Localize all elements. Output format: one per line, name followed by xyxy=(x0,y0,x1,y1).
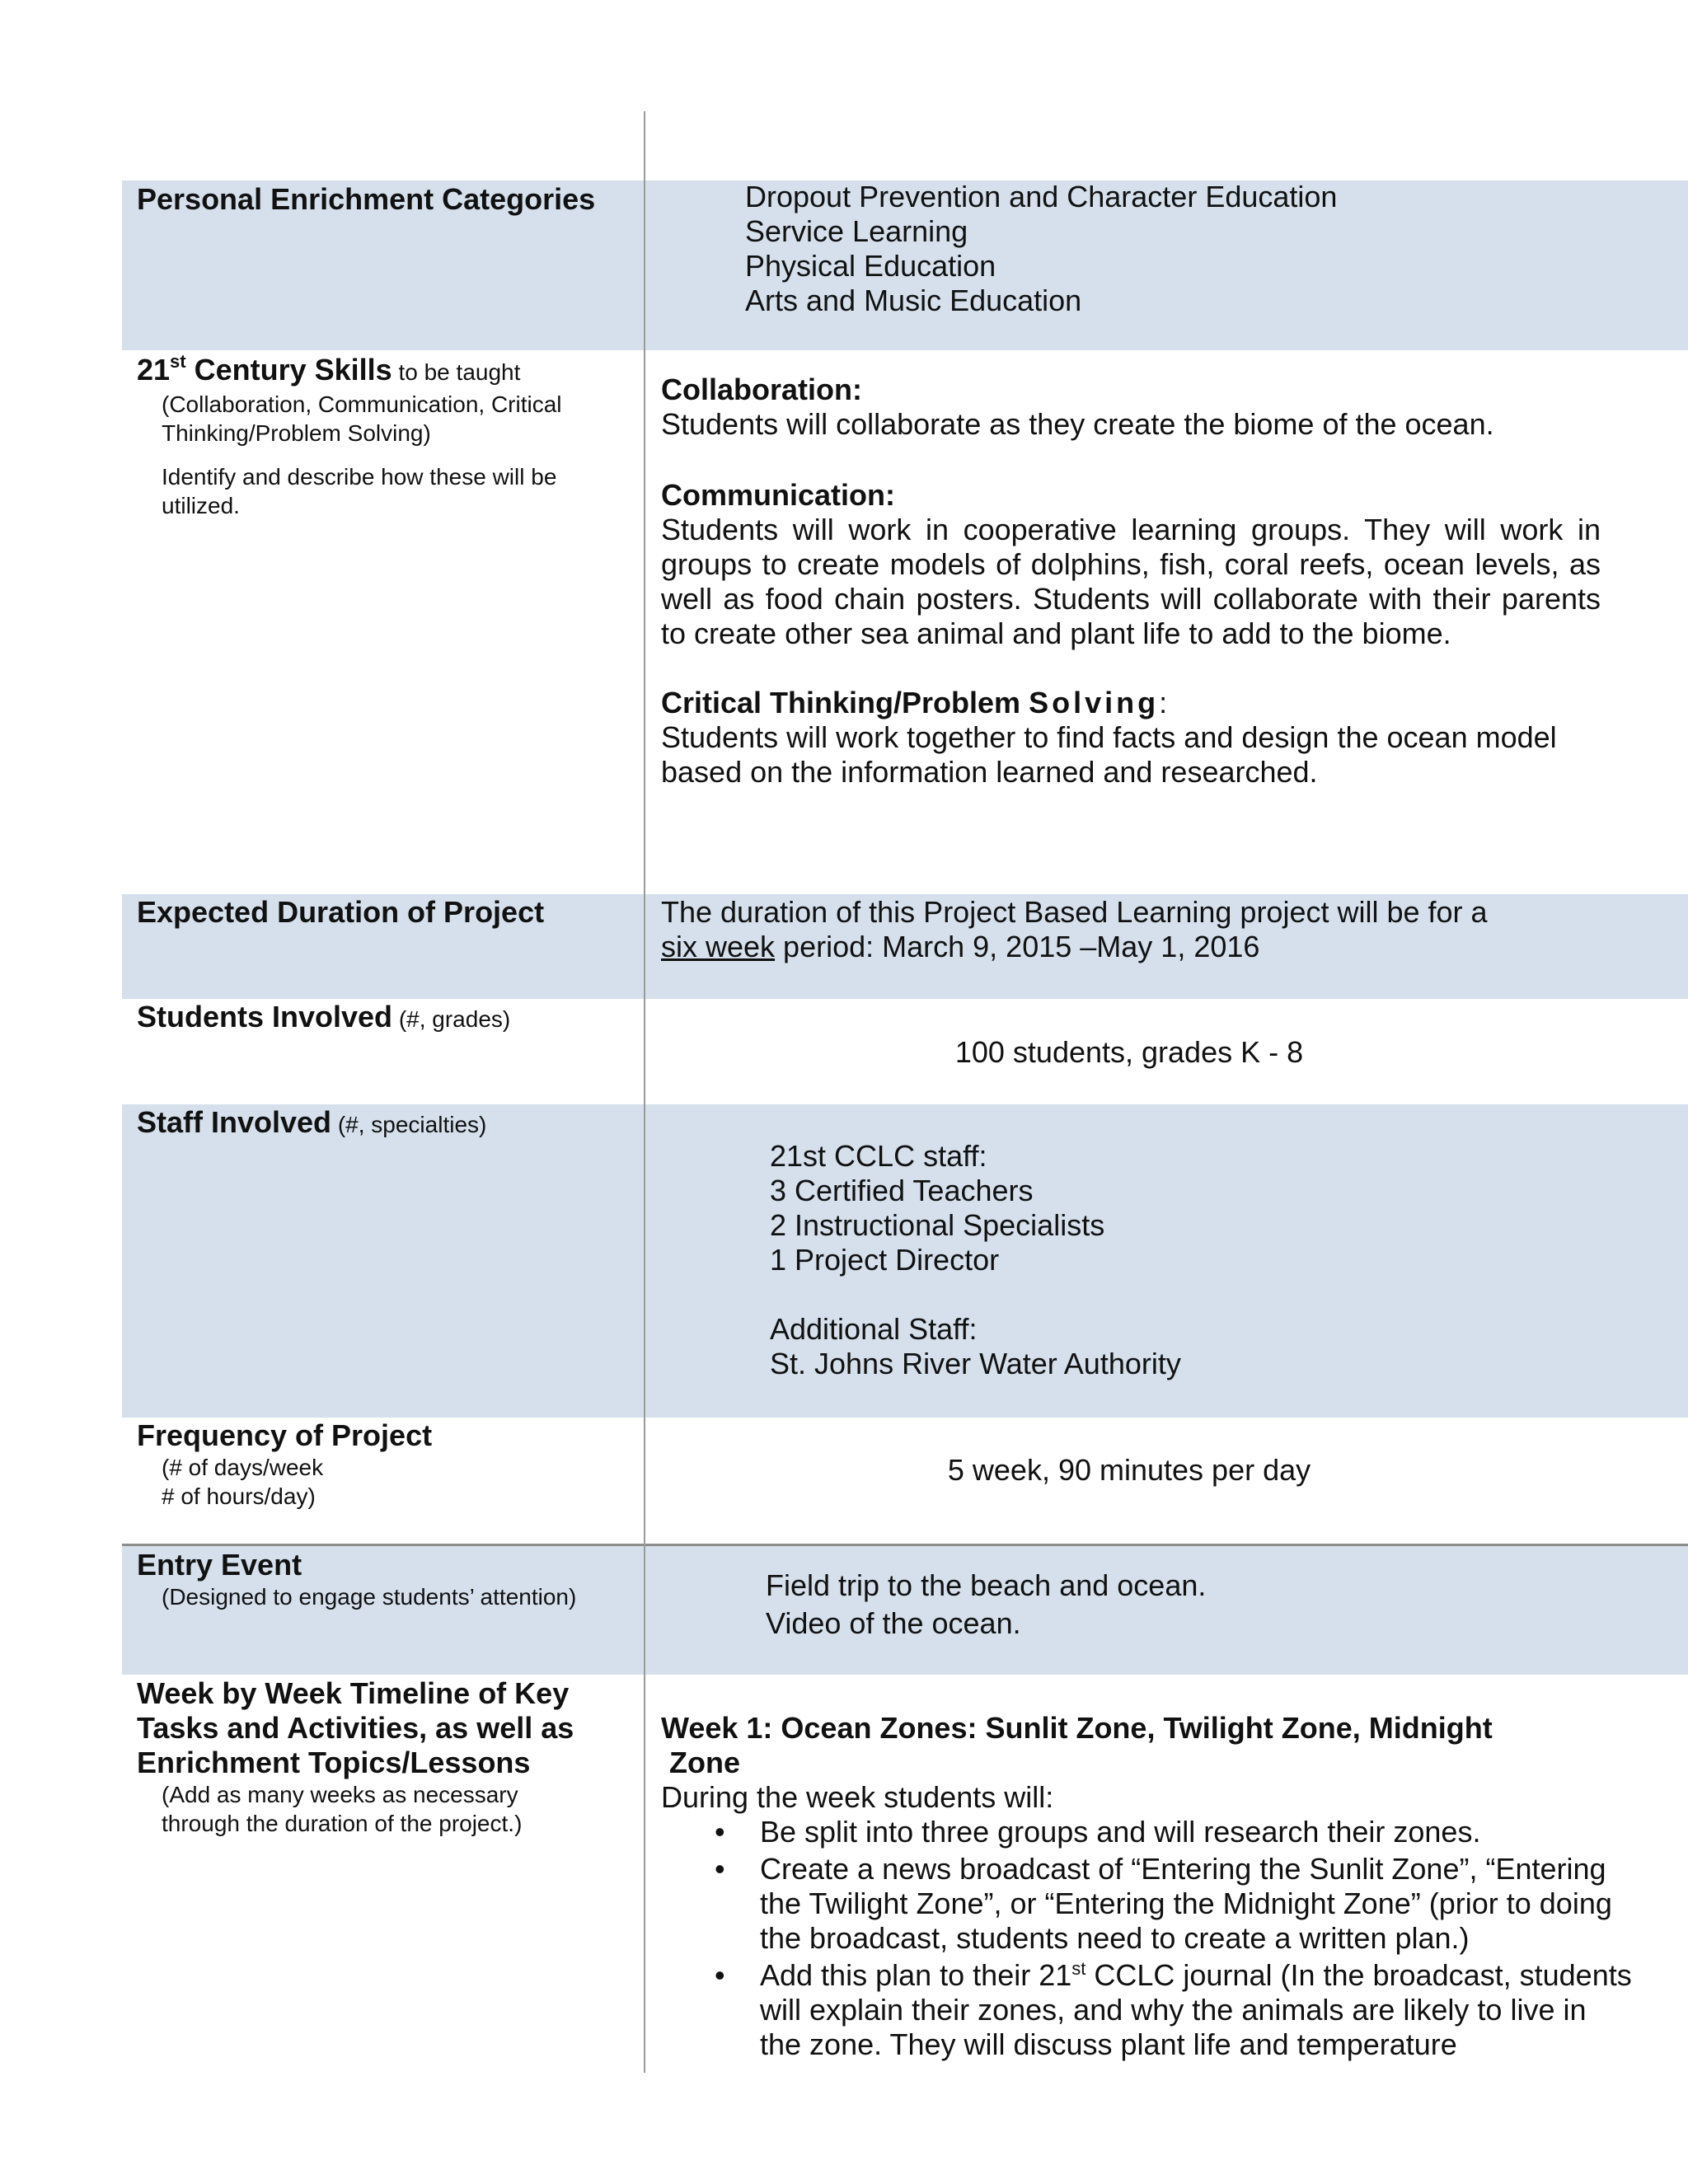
timeline-label: Week by Week Timeline of Key Tasks and Activities, as well as Enrichment Topics/Lessons (Add as many weeks as necessary through the duration of the project.) xyxy=(137,1676,623,1838)
week-intro: During the week students will: xyxy=(661,1780,1054,1814)
row-divider xyxy=(122,1544,1688,1546)
staff-line: 3 Certified Teachers xyxy=(770,1174,1034,1207)
enrichment-item: Physical Education xyxy=(745,249,996,283)
list-item: • Add this plan to their 21st CCLC journal (In the broadcast, students will explain their zones, and why the animals are likely to live in the zone. They will discuss plant life and temperature xyxy=(760,1958,1634,2062)
timeline-content xyxy=(661,1711,1634,2064)
frequency-title: Frequency of Project xyxy=(137,1418,433,1452)
staff-list xyxy=(770,1139,1181,1381)
skills-sub-line: (Collaboration, Communication, Critical xyxy=(162,391,562,417)
week-heading-cont: Zone xyxy=(669,1746,740,1779)
communication-text: Students will work in cooperative learning groups. They will work in groups to create models of dolphins, fish, coral reefs, ocean levels, as well as food chain posters. Students will collaborate with their parents to create other sea animal and plant life to add to the biome. xyxy=(661,513,1601,650)
students-value: 100 students, grades K - 8 xyxy=(954,1035,1304,1069)
entry-label: Entry Event (Designed to engage students’ attention) xyxy=(137,1548,631,1611)
students-title: Students Involved (#, grades) xyxy=(137,1000,511,1033)
staff-line: St. Johns River Water Authority xyxy=(770,1347,1181,1380)
entry-list: Field trip to the beach and ocean. Video of the ocean. xyxy=(766,1568,1207,1640)
frequency-value: 5 week, 90 minutes per day xyxy=(947,1453,1311,1487)
staff-line: 2 Instructional Specialists xyxy=(770,1208,1105,1242)
enrichment-title: Personal Enrichment Categories xyxy=(137,182,596,216)
enrichment-list xyxy=(745,180,1337,318)
enrichment-item: Arts and Music Education xyxy=(745,284,1082,317)
skills-content xyxy=(661,373,1601,790)
staff-line: 21st CCLC staff: xyxy=(770,1139,987,1173)
enrichment-item: Dropout Prevention and Character Education xyxy=(745,180,1338,213)
collaboration-heading: Collaboration: xyxy=(661,373,862,406)
list-item: • Be split into three groups and will research their zones. xyxy=(760,1815,1634,1849)
staff-line: Additional Staff: xyxy=(770,1312,978,1346)
critical-thinking-heading: Critical Thinking/Problem Solving: xyxy=(661,686,1168,719)
staff-title: Staff Involved (#, specialties) xyxy=(137,1105,487,1139)
collaboration-text: Students will collaborate as they create the biome of the ocean. xyxy=(661,407,1494,441)
duration-title: Expected Duration of Project xyxy=(137,895,545,929)
enrichment-item: Service Learning xyxy=(745,214,968,248)
skills-title: 21st Century Skills to be taught xyxy=(137,351,521,387)
communication-heading: Communication: xyxy=(661,478,895,512)
staff-line: 1 Project Director xyxy=(770,1243,1000,1277)
duration-text: The duration of this Project Based Learning project will be for a six week period: March 9, 2015 –May 1, 2016 xyxy=(661,895,1488,963)
skills-instruction: Identify and describe how these will be utilized. xyxy=(162,464,557,518)
skills-label xyxy=(137,353,631,520)
week-heading: Week 1: Ocean Zones: Sunlit Zone, Twilight Zone, Midnight xyxy=(661,1711,1493,1745)
frequency-label: Frequency of Project (# of days/week # of hours/day) xyxy=(137,1418,631,1511)
column-divider xyxy=(644,111,645,2073)
entry-title: Entry Event xyxy=(137,1548,302,1582)
critical-thinking-text: Students will work together to find facts and design the ocean model based on the information learned and researched. xyxy=(661,720,1557,789)
list-item: • Create a news broadcast of “Entering the Sunlit Zone”, “Entering the Twilight Zone”, or “Entering the Midnight Zone” (prior to doing the broadcast, students need to create a written plan.) xyxy=(760,1852,1634,1956)
timeline-title: Week by Week Timeline of Key Tasks and Activities, as well as Enrichment Topics/Lessons xyxy=(137,1676,574,1779)
week-task-list xyxy=(661,1815,1634,2062)
skills-sub-line: Thinking/Problem Solving) xyxy=(162,420,431,446)
